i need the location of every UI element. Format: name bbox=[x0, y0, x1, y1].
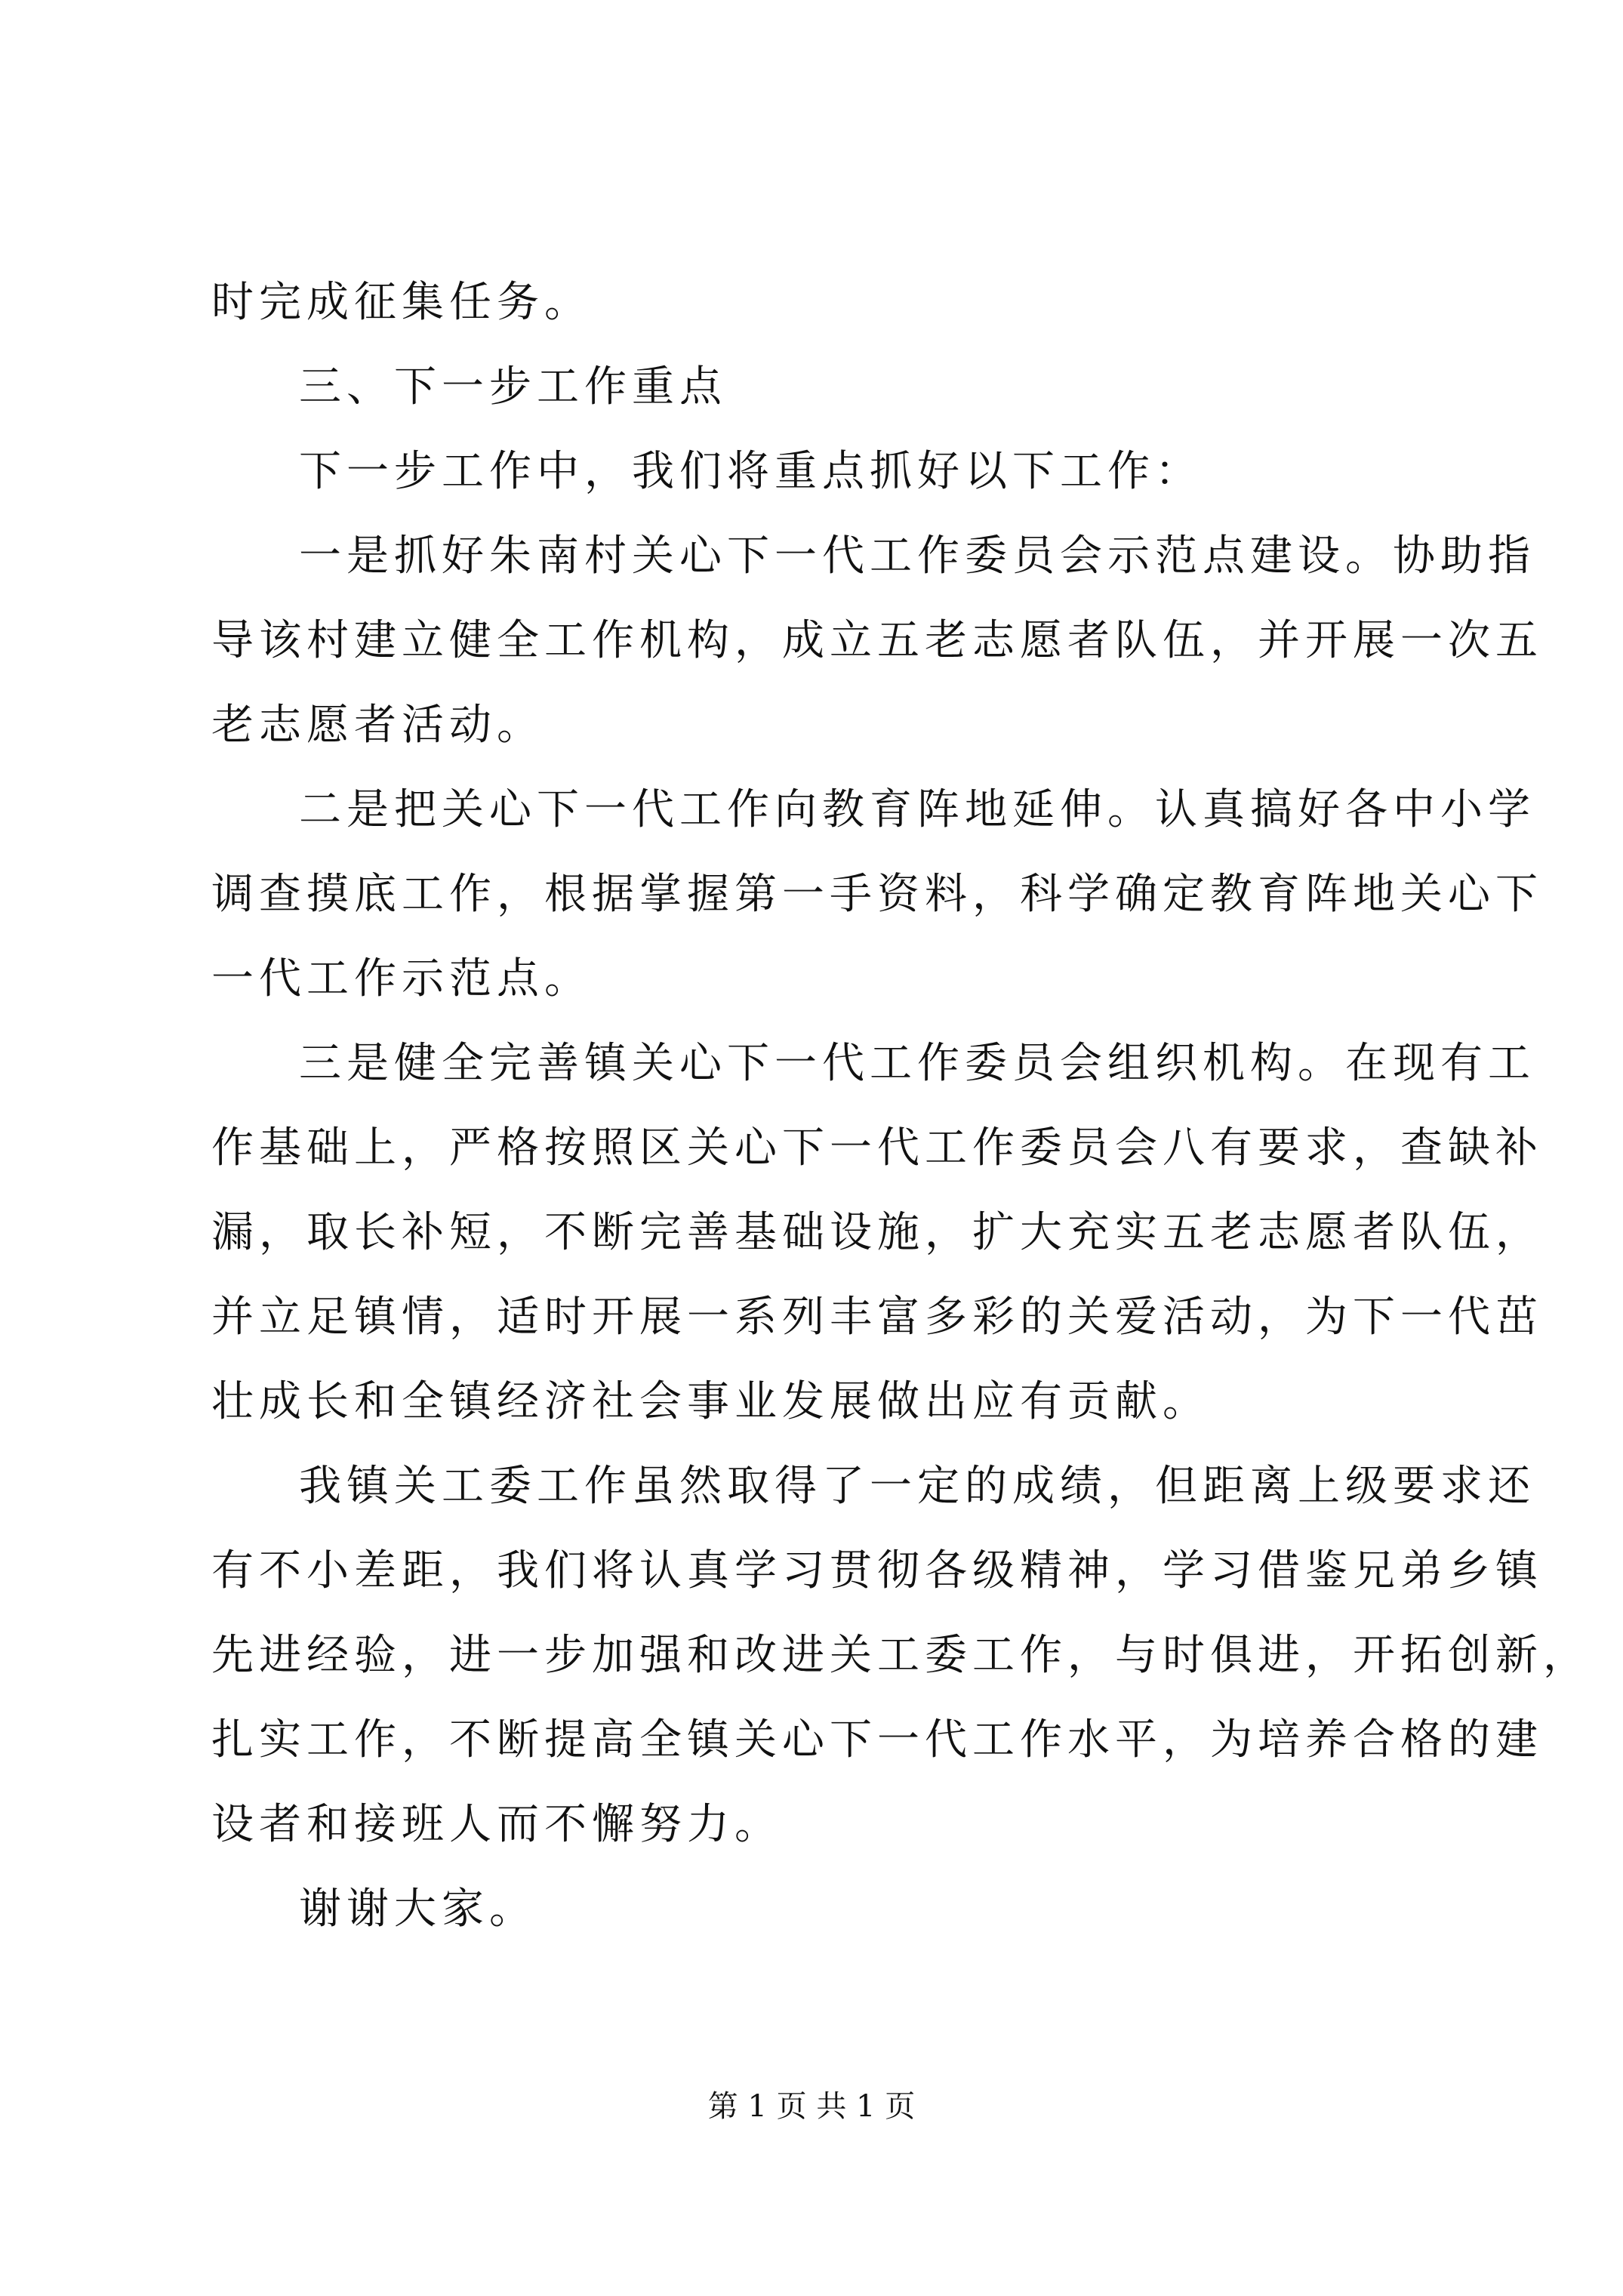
section-heading: 三、下一步工作重点 bbox=[299, 362, 727, 411]
text-line: 先进经验，进一步加强和改进关工委工作，与时俱进，开拓创新， bbox=[211, 1631, 1591, 1680]
text-line: 壮成长和全镇经济社会事业发展做出应有贡献。 bbox=[211, 1377, 1210, 1426]
text-line: 调查摸底工作，根据掌握第一手资料，科学确定教育阵地关心下 bbox=[211, 870, 1543, 919]
text-line: 一是抓好朱南村关心下一代工作委员会示范点建设。协助指 bbox=[299, 532, 1535, 581]
text-line: 导该村建立健全工作机构，成立五老志愿者队伍，并开展一次五 bbox=[211, 616, 1543, 665]
closing-line: 谢谢大家。 bbox=[299, 1885, 537, 1934]
text-line: 有不小差距，我们将认真学习贯彻各级精神，学习借鉴兄弟乡镇 bbox=[211, 1546, 1543, 1595]
text-line: 扎实工作，不断提高全镇关心下一代工作水平，为培养合格的建 bbox=[211, 1715, 1543, 1764]
text-line: 下一步工作中，我们将重点抓好以下工作： bbox=[299, 447, 1203, 496]
text-line: 老志愿者活动。 bbox=[211, 701, 544, 750]
text-line: 三是健全完善镇关心下一代工作委员会组织机构。在现有工 bbox=[299, 1039, 1535, 1088]
text-line: 漏，取长补短，不断完善基础设施，扩大充实五老志愿者队伍， bbox=[211, 1208, 1543, 1257]
text-line: 作基础上，严格按照区关心下一代工作委员会八有要求，查缺补 bbox=[211, 1123, 1543, 1173]
document-body bbox=[211, 260, 1591, 1952]
text-line: 设者和接班人而不懈努力。 bbox=[211, 1800, 782, 1849]
page-footer: 第 1 页 共 1 页 bbox=[707, 2089, 916, 2124]
text-line: 一代工作示范点。 bbox=[211, 954, 592, 1003]
text-line: 时完成征集任务。 bbox=[211, 278, 592, 327]
text-line: 二是把关心下一代工作向教育阵地延伸。认真搞好各中小学 bbox=[299, 785, 1535, 834]
text-line: 我镇关工委工作虽然取得了一定的成绩，但距离上级要求还 bbox=[299, 1462, 1535, 1511]
text-line: 并立足镇情，适时开展一系列丰富多彩的关爱活动，为下一代茁 bbox=[211, 1293, 1543, 1342]
